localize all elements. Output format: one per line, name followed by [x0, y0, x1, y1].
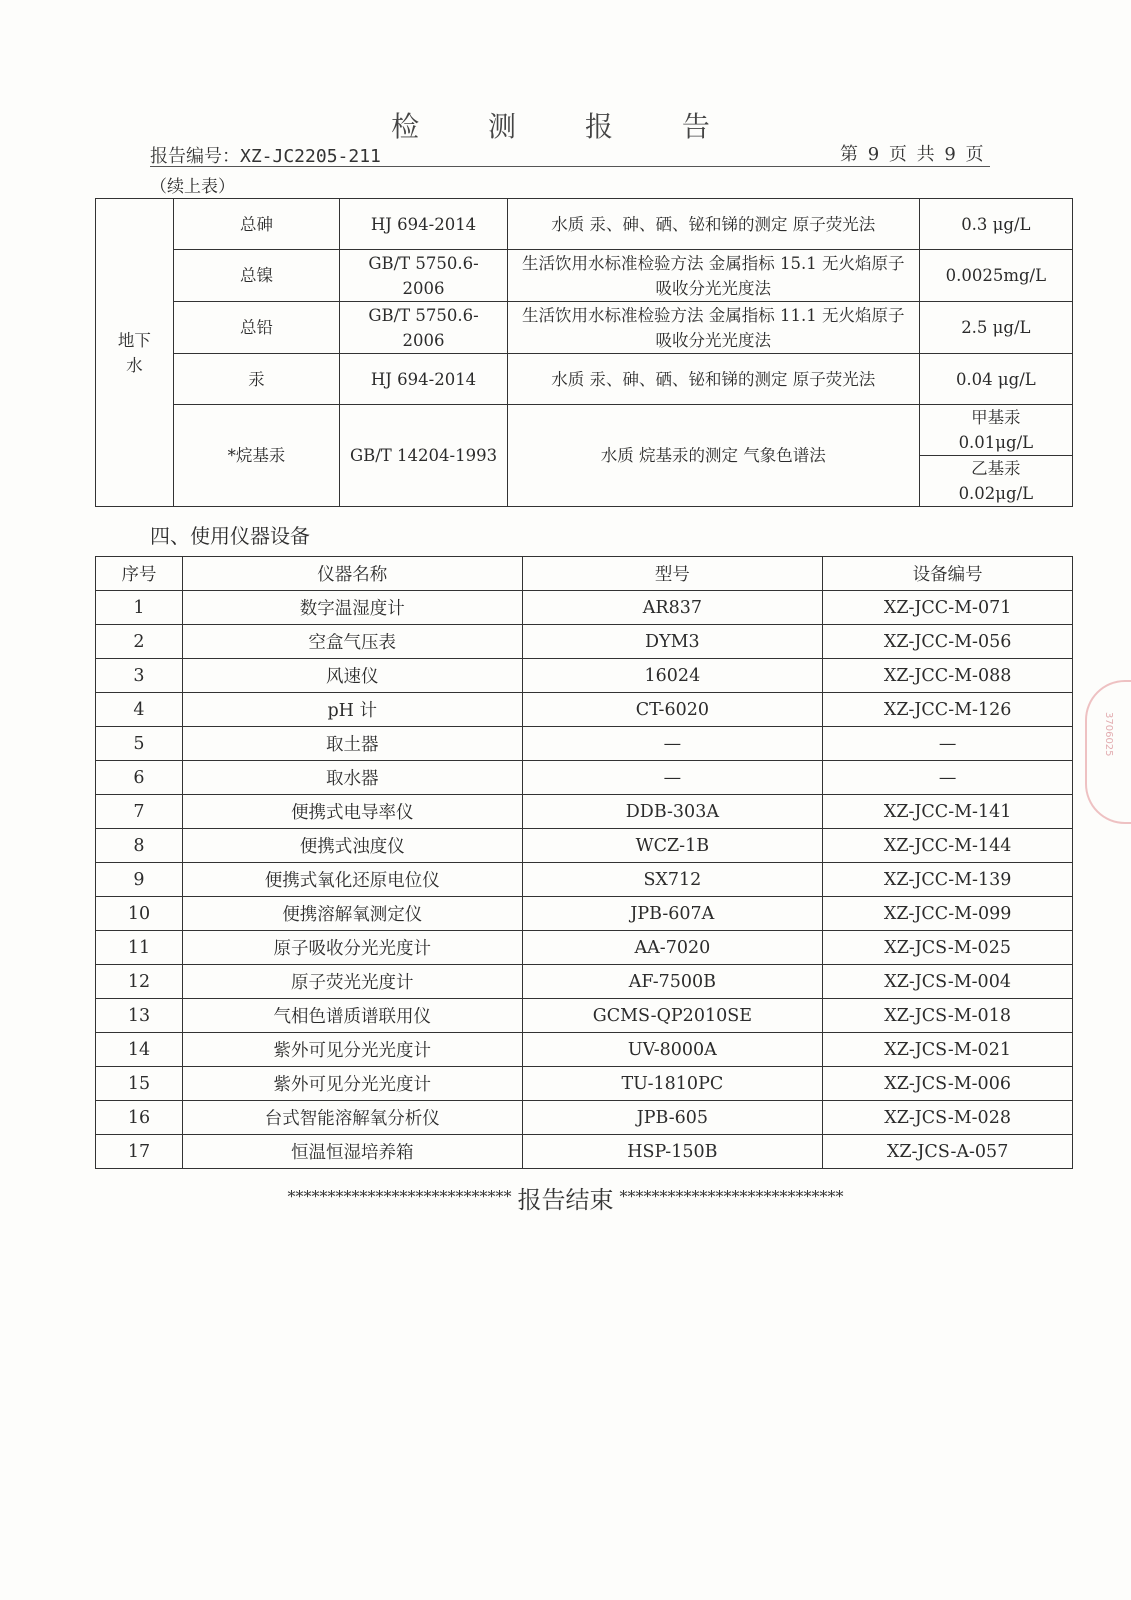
table-row — [96, 1067, 1073, 1101]
instrument-name-cell: 紫外可见分光光度计 — [182, 1033, 522, 1067]
item-cell: 总砷 — [173, 199, 340, 250]
method-row — [96, 302, 1073, 354]
category-cell: 地下水 — [96, 199, 174, 507]
index-cell: 5 — [96, 727, 183, 761]
index-cell: 4 — [96, 693, 183, 727]
method-cell: 生活饮用水标准检验方法 金属指标 15.1 无火焰原子吸收分光光度法 — [507, 250, 919, 302]
column-header: 序号 — [96, 557, 183, 591]
equipment-id-cell: XZ-JCC-M-071 — [823, 591, 1073, 625]
table-row — [96, 863, 1073, 897]
method-cell: 水质 汞、砷、硒、铋和锑的测定 原子荧光法 — [507, 354, 919, 405]
item-cell: 总镍 — [173, 250, 340, 302]
stars-left: **************************** — [287, 1187, 512, 1206]
equipment-id-cell: XZ-JCC-M-141 — [823, 795, 1073, 829]
table-row — [96, 591, 1073, 625]
page-indicator: 第 9 页 共 9 页 — [840, 144, 984, 165]
index-cell: 8 — [96, 829, 183, 863]
model-cell: WCZ-1B — [522, 829, 823, 863]
instrument-name-cell: 数字温湿度计 — [182, 591, 522, 625]
model-cell: GCMS-QP2010SE — [522, 999, 823, 1033]
index-cell: 16 — [96, 1101, 183, 1135]
model-cell: AF-7500B — [522, 965, 823, 999]
table-row — [96, 795, 1073, 829]
equipment-id-cell: — — [823, 761, 1073, 795]
standard-cell: HJ 694-2014 — [340, 199, 508, 250]
model-cell: DYM3 — [522, 625, 823, 659]
table-row — [96, 659, 1073, 693]
equipment-id-cell: XZ-JCS-M-028 — [823, 1101, 1073, 1135]
instrument-name-cell: 台式智能溶解氧分析仪 — [182, 1101, 522, 1135]
table-header-row — [96, 557, 1073, 591]
instrument-name-cell: 便携溶解氧测定仪 — [182, 897, 522, 931]
method-row — [96, 405, 1073, 456]
instrument-name-cell: pH 计 — [182, 693, 522, 727]
table-row — [96, 1033, 1073, 1067]
instrument-name-cell: 便携式氧化还原电位仪 — [182, 863, 522, 897]
instrument-name-cell: 便携式浊度仪 — [182, 829, 522, 863]
index-cell: 6 — [96, 761, 183, 795]
limit-cell: 0.0025mg/L — [919, 250, 1072, 302]
model-cell: CT-6020 — [522, 693, 823, 727]
equipment-id-cell: XZ-JCC-M-126 — [823, 693, 1073, 727]
stamp-number: 3706025 — [1103, 712, 1114, 757]
instrument-name-cell: 取土器 — [182, 727, 522, 761]
index-cell: 2 — [96, 625, 183, 659]
index-cell: 1 — [96, 591, 183, 625]
item-cell: 汞 — [173, 354, 340, 405]
instrument-name-cell: 紫外可见分光光度计 — [182, 1067, 522, 1101]
instrument-name-cell: 恒温恒湿培养箱 — [182, 1135, 522, 1169]
equipment-id-cell: XZ-JCS-M-021 — [823, 1033, 1073, 1067]
instrument-name-cell: 取水器 — [182, 761, 522, 795]
model-cell: DDB-303A — [522, 795, 823, 829]
limit-cell: 乙基汞 0.02μg/L — [919, 456, 1072, 507]
model-cell: JPB-607A — [522, 897, 823, 931]
item-cell: 总铅 — [173, 302, 340, 354]
section-heading: 四、使用仪器设备 — [150, 524, 310, 548]
model-cell: SX712 — [522, 863, 823, 897]
table-row — [96, 761, 1073, 795]
index-cell: 17 — [96, 1135, 183, 1169]
instrument-name-cell: 原子荧光光度计 — [182, 965, 522, 999]
method-cell: 水质 汞、砷、硒、铋和锑的测定 原子荧光法 — [507, 199, 919, 250]
limit-cell: 0.3 μg/L — [919, 199, 1072, 250]
equipment-id-cell: XZ-JCS-M-018 — [823, 999, 1073, 1033]
index-cell: 12 — [96, 965, 183, 999]
instrument-name-cell: 风速仪 — [182, 659, 522, 693]
table-row — [96, 931, 1073, 965]
table-row — [96, 965, 1073, 999]
limit-cell: 2.5 μg/L — [919, 302, 1072, 354]
instrument-name-cell: 空盒气压表 — [182, 625, 522, 659]
instrument-name-cell: 气相色谱质谱联用仪 — [182, 999, 522, 1033]
equipment-id-cell: XZ-JCS-M-006 — [823, 1067, 1073, 1101]
index-cell: 14 — [96, 1033, 183, 1067]
methods-table — [95, 198, 1073, 507]
index-cell: 13 — [96, 999, 183, 1033]
standard-cell: GB/T 14204-1993 — [340, 405, 508, 507]
index-cell: 11 — [96, 931, 183, 965]
standard-cell: GB/T 5750.6-2006 — [340, 302, 508, 354]
column-header: 仪器名称 — [182, 557, 522, 591]
method-row — [96, 250, 1073, 302]
header-divider — [150, 166, 990, 167]
table-row — [96, 625, 1073, 659]
model-cell: — — [522, 727, 823, 761]
method-row — [96, 199, 1073, 250]
model-cell: HSP-150B — [522, 1135, 823, 1169]
equipment-id-cell: XZ-JCC-M-144 — [823, 829, 1073, 863]
method-cell: 生活饮用水标准检验方法 金属指标 11.1 无火焰原子吸收分光光度法 — [507, 302, 919, 354]
index-cell: 9 — [96, 863, 183, 897]
equipment-id-cell: XZ-JCS-M-025 — [823, 931, 1073, 965]
column-header: 设备编号 — [823, 557, 1073, 591]
table-row — [96, 693, 1073, 727]
model-cell: JPB-605 — [522, 1101, 823, 1135]
equipment-id-cell: XZ-JCC-M-139 — [823, 863, 1073, 897]
equipment-id-cell: — — [823, 727, 1073, 761]
limit-cell: 甲基汞 0.01μg/L — [919, 405, 1072, 456]
report-number: 报告编号：XZ-JC2205-211 — [150, 146, 381, 167]
equipment-table — [95, 556, 1073, 1169]
seal-stamp — [1085, 680, 1131, 824]
index-cell: 10 — [96, 897, 183, 931]
equipment-id-cell: XZ-JCC-M-056 — [823, 625, 1073, 659]
equipment-id-cell: XZ-JCC-M-099 — [823, 897, 1073, 931]
model-cell: — — [522, 761, 823, 795]
item-cell: *烷基汞 — [173, 405, 340, 507]
table-row — [96, 727, 1073, 761]
equipment-id-cell: XZ-JCS-A-057 — [823, 1135, 1073, 1169]
continued-label: （续上表） — [150, 177, 235, 197]
table-row — [96, 897, 1073, 931]
equipment-id-cell: XZ-JCS-M-004 — [823, 965, 1073, 999]
model-cell: 16024 — [522, 659, 823, 693]
table-row — [96, 1135, 1073, 1169]
equipment-id-cell: XZ-JCC-M-088 — [823, 659, 1073, 693]
model-cell: TU-1810PC — [522, 1067, 823, 1101]
index-cell: 7 — [96, 795, 183, 829]
model-cell: AA-7020 — [522, 931, 823, 965]
table-row — [96, 829, 1073, 863]
model-cell: AR837 — [522, 591, 823, 625]
standard-cell: GB/T 5750.6-2006 — [340, 250, 508, 302]
report-end-line — [0, 1180, 1131, 1215]
table-row — [96, 999, 1073, 1033]
instrument-name-cell: 原子吸收分光光度计 — [182, 931, 522, 965]
report-end-text: 报告结束 — [517, 1186, 614, 1214]
method-row — [96, 354, 1073, 405]
instrument-name-cell: 便携式电导率仪 — [182, 795, 522, 829]
table-row — [96, 1101, 1073, 1135]
stars-right: **************************** — [619, 1187, 844, 1206]
model-cell: UV-8000A — [522, 1033, 823, 1067]
index-cell: 15 — [96, 1067, 183, 1101]
method-cell: 水质 烷基汞的测定 气象色谱法 — [507, 405, 919, 507]
report-title: 检 测 报 告 — [391, 110, 740, 143]
index-cell: 3 — [96, 659, 183, 693]
column-header: 型号 — [522, 557, 823, 591]
standard-cell: HJ 694-2014 — [340, 354, 508, 405]
limit-cell: 0.04 μg/L — [919, 354, 1072, 405]
